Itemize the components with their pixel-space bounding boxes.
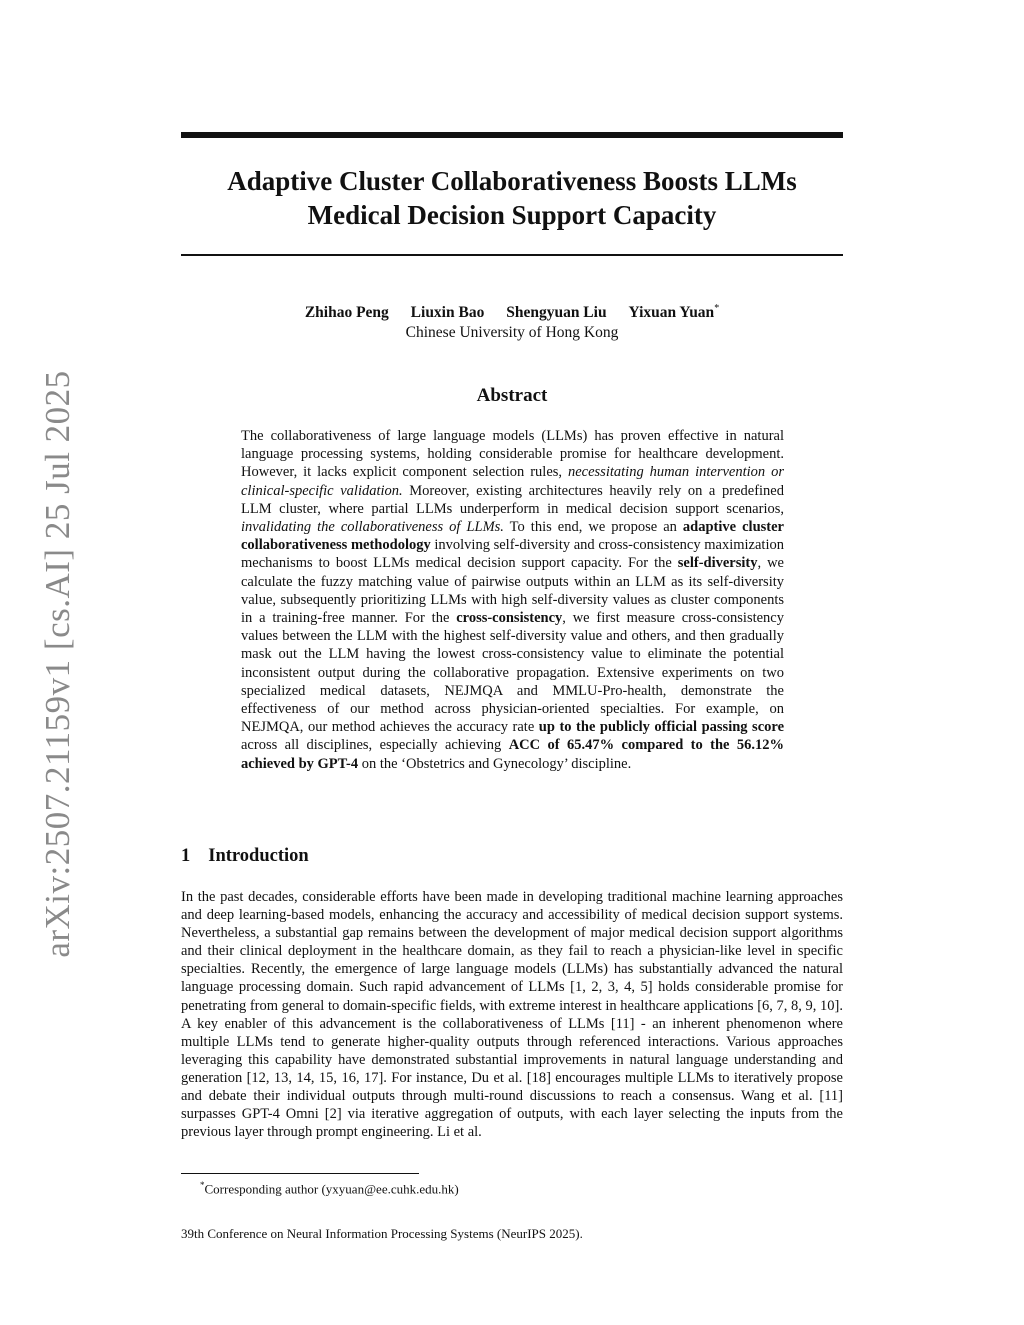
footnote-rule xyxy=(181,1173,419,1174)
abstract-body xyxy=(241,427,784,773)
title-top-rule xyxy=(181,132,843,138)
abstract-heading: Abstract xyxy=(476,385,548,406)
abstract-text: across all disciplines, especially achieving xyxy=(241,737,509,754)
paper-title xyxy=(181,164,843,232)
title-line-1: Adaptive Cluster Collaborativeness Boosts LLMs xyxy=(227,166,797,196)
corresponding-author-mark: * xyxy=(714,303,720,314)
footnote-mark: * xyxy=(200,1180,205,1190)
section-title: Introduction xyxy=(208,846,309,866)
footnote xyxy=(200,1177,459,1197)
section-heading xyxy=(181,846,309,867)
section-number: 1 xyxy=(181,846,191,866)
abstract-bold-phrase: cross-consistency xyxy=(456,610,563,627)
author-block xyxy=(181,299,843,343)
author-list xyxy=(181,299,843,323)
abstract-text: To this end, we propose an xyxy=(503,519,683,536)
abstract-italic-phrase: invalidating the collaborativeness of LLMs. xyxy=(241,519,504,536)
title-bottom-rule xyxy=(181,254,843,256)
abstract-text: , we calculate the fuzzy matching value of pairwise outputs within an LLM as its self-diversity value, subsequently prioritizing LLMs with high self-diversity values as cluster components in a training-free manner. For the xyxy=(241,555,784,627)
abstract-bold-phrase: adaptive cluster collaborativeness methodology xyxy=(241,519,784,554)
author-name: Shengyuan Liu xyxy=(506,304,607,322)
abstract-bold-phrase: ACC of 65.47% compared to the 56.12% achieved by GPT-4 xyxy=(241,737,784,772)
abstract-text: , we first measure cross-consistency values between the LLM with the highest self-diversity value and others, and then gradually mask out the LLM having the lowest cross-consistency value to eliminate the potential inconsistent output during the collaborative propagation. Extensive experiments on two specialized medical datasets, NEJMQA and MMLU-Pro-health, demonstrate the effectiveness of our method across physician-oriented specialties. For example, on NEJMQA, our method achieves the accuracy rate xyxy=(241,610,784,736)
abstract-bold-phrase: self-diversity xyxy=(677,555,758,572)
author-name: Zhihao Peng xyxy=(304,304,389,322)
abstract-text: on the ‘Obstetrics and Gynecology’ discipline. xyxy=(358,755,632,772)
author-name: Liuxin Bao xyxy=(410,304,485,322)
introduction-paragraph: In the past decades, considerable efforts have been made in developing traditional machine learning approaches and deep learning-based models, enhancing the accuracy and accessibility of medical decision support systems. Nevertheless, a substantial gap remains between the development of major medical decision support algorithms and their clinical deployment in the healthcare domain, as they fail to reach a physician-like level in specific specialties. Recently, the emergence of large language models (LLMs) has substantially advanced the natural language processing domain. Such rapid advancement of LLMs [1, 2, 3, 4, 5] holds considerable promise for penetrating from general to domain-specific fields, with extreme interest in healthcare applications [6, 7, 8, 9, 10]. A key enabler of this advancement is the collaborativeness of LLMs [11] - an inherent phenomenon where multiple LLMs tend to generate higher-quality outputs through referenced interactions. Various approaches leveraging this capability have demonstrated substantial improvements in natural language understanding and generation [12, 13, 14, 15, 16, 17]. For instance, Du et al. [18] encourages multiple LLMs to iteratively propose and debate their individual outputs through multi-round discussions to reach a consensus. Wang et al. [11] surpasses GPT-4 Omni [2] via iterative aggregation of outputs, with each layer selecting the inputs from the previous layer through prompt engineering. Li et al. xyxy=(181,889,843,1141)
abstract-bold-phrase: up to the publicly official passing score xyxy=(538,719,785,736)
abstract-italic-phrase: necessitating human intervention or clinical-specific validation. xyxy=(241,464,784,499)
arxiv-identifier: arXiv:2507.21159v1 [cs.AI] 25 Jul 2025 xyxy=(38,370,77,958)
affiliation: Chinese University of Hong Kong xyxy=(405,324,619,342)
author-name xyxy=(628,304,719,321)
abstract-text: The collaborativeness of large language models (LLMs) has proven effective in natural language processing systems, holding considerable promise for healthcare development. However, it lacks explicit component selection rules, xyxy=(241,428,784,481)
abstract-text: involving self-diversity and cross-consistency maximization mechanisms to boost LLMs medical decision support capacity. For the xyxy=(241,537,784,572)
abstract-text: Moreover, existing architectures heavily rely on a predefined LLM cluster, where partial LLMs underperform in medical decision support scenarios, xyxy=(241,482,784,517)
venue-note: 39th Conference on Neural Information Processing Systems (NeurIPS 2025). xyxy=(181,1226,583,1241)
footnote-text: Corresponding author (yxyuan@ee.cuhk.edu.hk) xyxy=(204,1181,459,1197)
title-line-2: Medical Decision Support Capacity xyxy=(307,200,717,230)
author-name-text: Yixuan Yuan xyxy=(628,304,715,322)
